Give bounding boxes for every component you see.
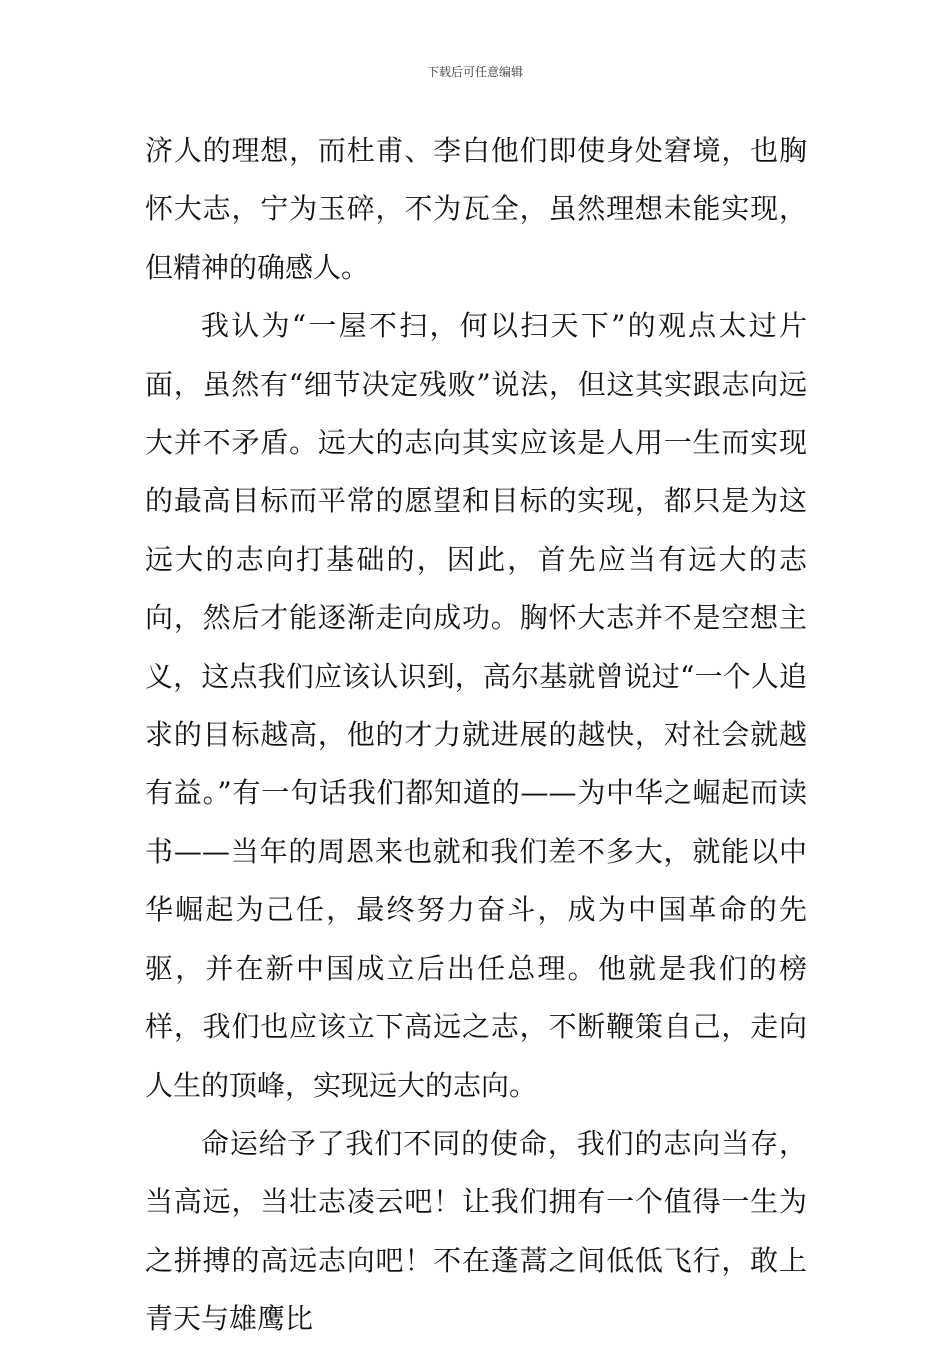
paragraph-conclusion: 命运给予了我们不同的使命，我们的志向当存，当高远，当壮志凌云吧！让我们拥有一个值得一生为之拼搏的高远志向吧！不在蓬蒿之间低低飞行，敢上青天与雄鹰比 xyxy=(145,1126,807,1336)
document-body xyxy=(145,122,807,1349)
page-header: 下载后可任意编辑 xyxy=(426,65,523,79)
paragraph-ambition-argument: 我认为“一屋不扫，何以扫天下”的观点太过片面，虽然有“细节决定残败”说法，但这其实跟志向远大并不矛盾。远大的志向其实应该是人用一生而实现的最高目标而平常的愿望和目标的实现，都只是为这远大的志向打基础的，因此，首先应当有远大的志向，然后才能逐渐走向成功。胸怀大志并不是空想主义，这点我们应该认识到，高尔基就曾说过“一个人追求的目标越高，他的才力就进展的越快，对社会就越有益。”有一句话我们都知道的——为中华之崛起而读书——当年的周恩来也就和我们差不多大，就能以中华崛起为己任，最终努力奋斗，成为中国革命的先驱，并在新中国成立后出任总理。他就是我们的榜样，我们也应该立下高远之志，不断鞭策自己，走向人生的顶峰，实现远大的志向。 xyxy=(145,309,807,1102)
paragraph-continued: 济人的理想，而杜甫、李白他们即使身处窘境，也胸怀大志，宁为玉碎，不为瓦全，虽然理想未能实现，但精神的确感人。 xyxy=(145,134,807,284)
